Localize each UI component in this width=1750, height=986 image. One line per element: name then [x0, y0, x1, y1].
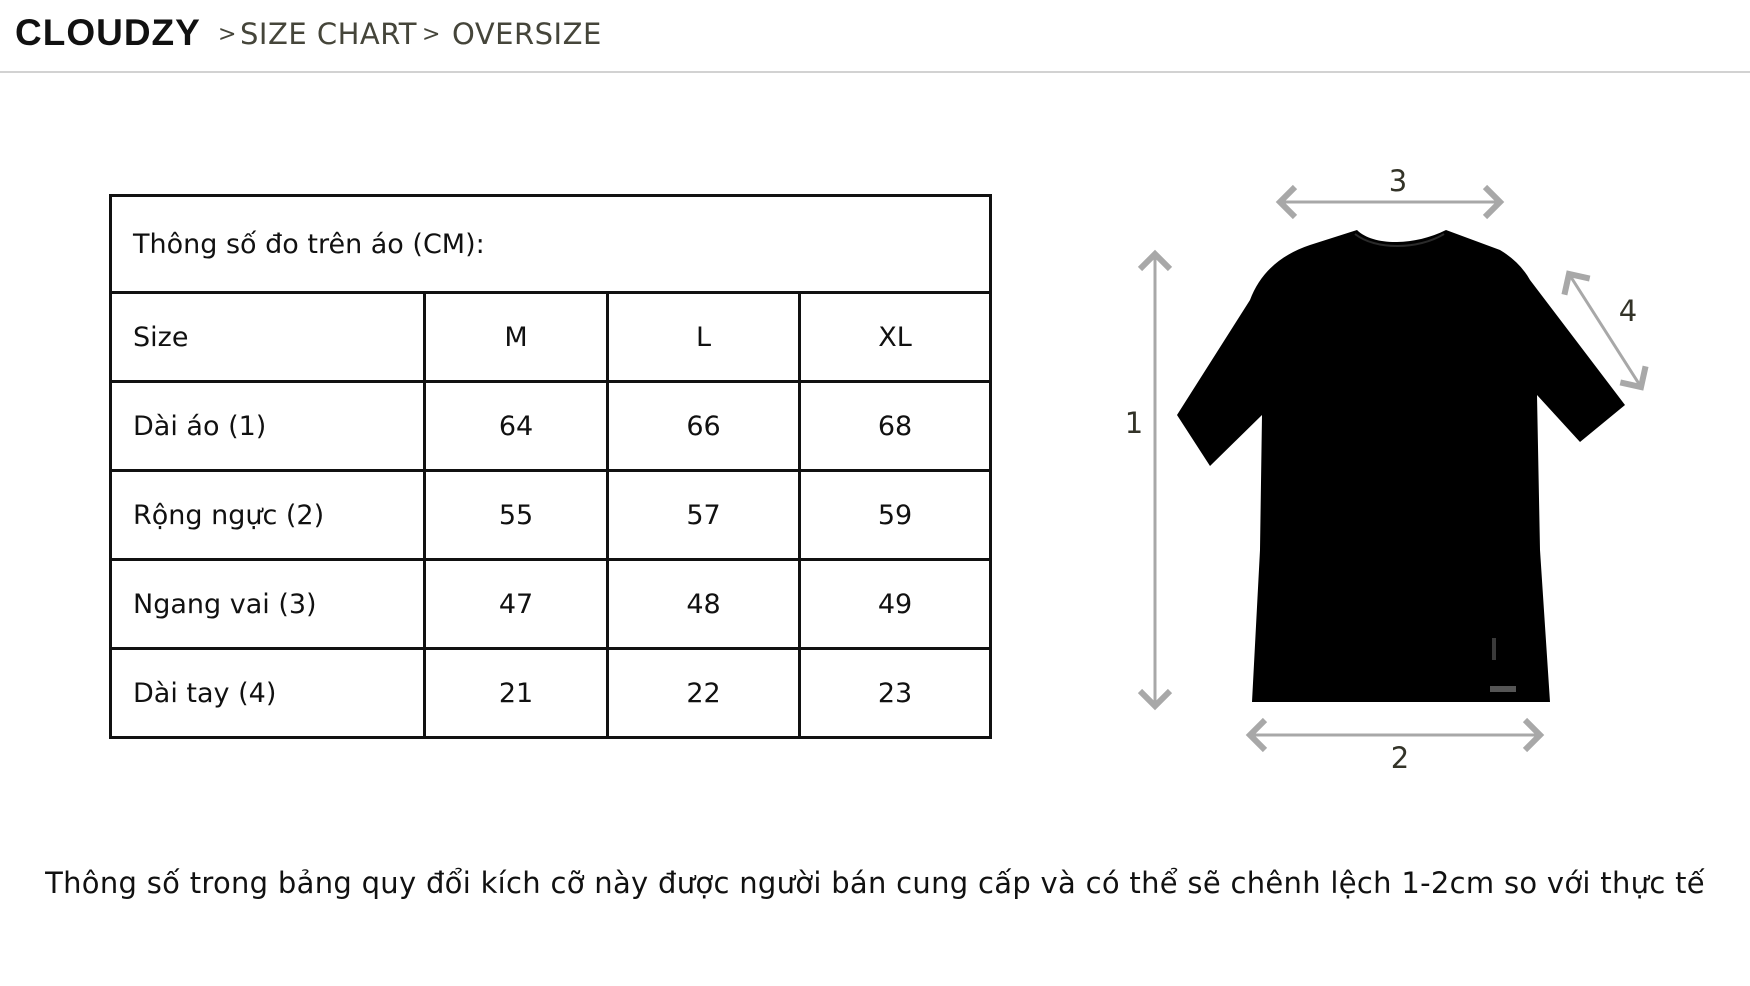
header-cell-size: Size: [111, 293, 425, 382]
header-bar: [0, 0, 1750, 73]
table-cell: 48: [608, 560, 800, 649]
breadcrumb-separator: >: [218, 22, 237, 47]
shoulder-dimension-label: 3: [1388, 164, 1408, 198]
row-label: Dài áo (1): [111, 382, 425, 471]
table-cell: 49: [800, 560, 991, 649]
table-row: [111, 560, 991, 649]
row-label: Rộng ngực (2): [111, 471, 425, 560]
header-cell-l: L: [608, 293, 800, 382]
table-cell: 64: [425, 382, 608, 471]
table-header-row: [111, 293, 991, 382]
brand-logo[interactable]: CLOUDZY: [15, 12, 201, 53]
table-title-row: [111, 196, 991, 293]
breadcrumb-size-chart[interactable]: SIZE CHART: [240, 17, 418, 51]
table-cell: 59: [800, 471, 991, 560]
header-cell-xl: XL: [800, 293, 991, 382]
hem-label: [1490, 686, 1516, 692]
table-cell: 57: [608, 471, 800, 560]
table-row: [111, 649, 991, 738]
breadcrumb-separator: >: [422, 22, 441, 47]
header-cell-m: M: [425, 293, 608, 382]
table-cell: 21: [425, 649, 608, 738]
size-table: [109, 194, 992, 739]
tshirt-icon: [1177, 230, 1625, 702]
table-title: Thông số đo trên áo (CM):: [111, 196, 991, 293]
breadcrumb-oversize: OVERSIZE: [452, 17, 602, 51]
table-row: [111, 471, 991, 560]
tshirt-diagram: [1100, 150, 1660, 790]
table-cell: 55: [425, 471, 608, 560]
table-cell: 47: [425, 560, 608, 649]
sleeve-dimension-label: 4: [1618, 294, 1638, 328]
size-disclaimer: Thông số trong bảng quy đổi kích cỡ này được người bán cung cấp và có thể sẽ chênh lệch 1-2cm so với thực tế: [45, 866, 1705, 900]
length-dimension-label: 1: [1124, 406, 1144, 440]
table-cell: 22: [608, 649, 800, 738]
side-tag: [1492, 638, 1496, 660]
chest-dimension-label: 2: [1390, 741, 1410, 775]
row-label: Dài tay (4): [111, 649, 425, 738]
table-row: [111, 382, 991, 471]
table-cell: 23: [800, 649, 991, 738]
table-cell: 66: [608, 382, 800, 471]
row-label: Ngang vai (3): [111, 560, 425, 649]
table-cell: 68: [800, 382, 991, 471]
